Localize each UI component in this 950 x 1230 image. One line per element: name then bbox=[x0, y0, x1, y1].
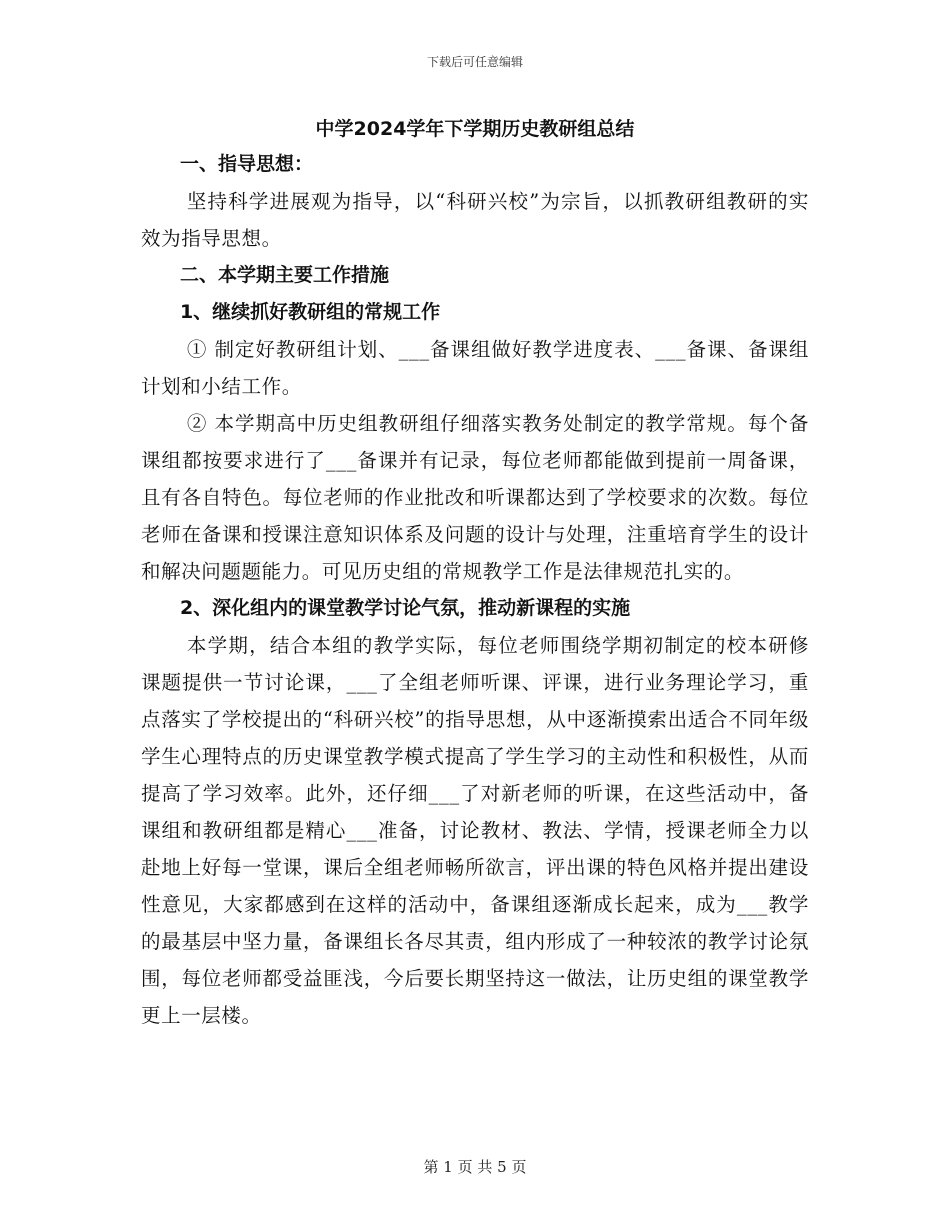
paragraph-item-2: ② 本学期高中历史组教研组仔细落实教务处制定的教学常规。每个备课组都按要求进行了___备课并有记录，每位老师都能做到提前一周备课，且有各自特色。每位老师的作业批改和听课都达到了学校要求的次数。每位老师在备课和授课注意知识体系及问题的设计与处理，注重培育学生的设计和解决问题题能力。可见历史组的常规教学工作是法律规范扎实的。 bbox=[141, 412, 809, 583]
section-heading-guiding-ideology: 一、指导思想： bbox=[179, 153, 313, 175]
document-title: 中学2024学年下学期历史教研组总结 bbox=[315, 118, 635, 140]
paragraph-item-1: ① 制定好教研组计划、___备课组做好教学进度表、___备课、备课组计划和小结工作。 bbox=[141, 338, 809, 398]
paragraph-guiding-ideology: 坚持科学进展观为指导，以“科研兴校”为宗旨，以抓教研组教研的实效为指导思想。 bbox=[141, 190, 809, 250]
section-heading-work-measures: 二、本学期主要工作措施 bbox=[179, 264, 389, 286]
subsection-heading-classroom-discussion: 2、深化组内的课堂教学讨论气氛，推动新课程的实施 bbox=[179, 597, 631, 619]
subsection-heading-routine-work: 1、继续抓好教研组的常规工作 bbox=[179, 301, 441, 323]
document-body bbox=[141, 112, 809, 1034]
header-note: 下载后可任意编辑 bbox=[426, 55, 523, 69]
paragraph-classroom-discussion: 本学期，结合本组的教学实际，每位老师围绕学期初制定的校本研修课题提供一节讨论课，___了全组老师听课、评课，进行业务理论学习，重点落实了学校提出的“科研兴校”的指导思想，从中逐渐摸索出适合不同年级学生心理特点的历史课堂教学模式提高了学生学习的主动性和积极性，从而提高了学习效率。此外，还仔细___了对新老师的听课，在这些活动中，备课组和教研组都是精心___准备，讨论教材、教法、学情，授课老师全力以赴地上好每一堂课，课后全组老师畅所欲言，评出课的特色风格并提出建设性意见，大家都感到在这样的活动中，备课组逐渐成长起来，成为___教学的最基层中坚力量，备课组长各尽其责，组内形成了一种较浓的教学讨论氛围，每位老师都受益匪浅，今后要长期坚持这一做法，让历史组的课堂教学更上一层楼。 bbox=[141, 634, 809, 1027]
page-footer: 第 1 页 共 5 页 bbox=[423, 1158, 527, 1176]
